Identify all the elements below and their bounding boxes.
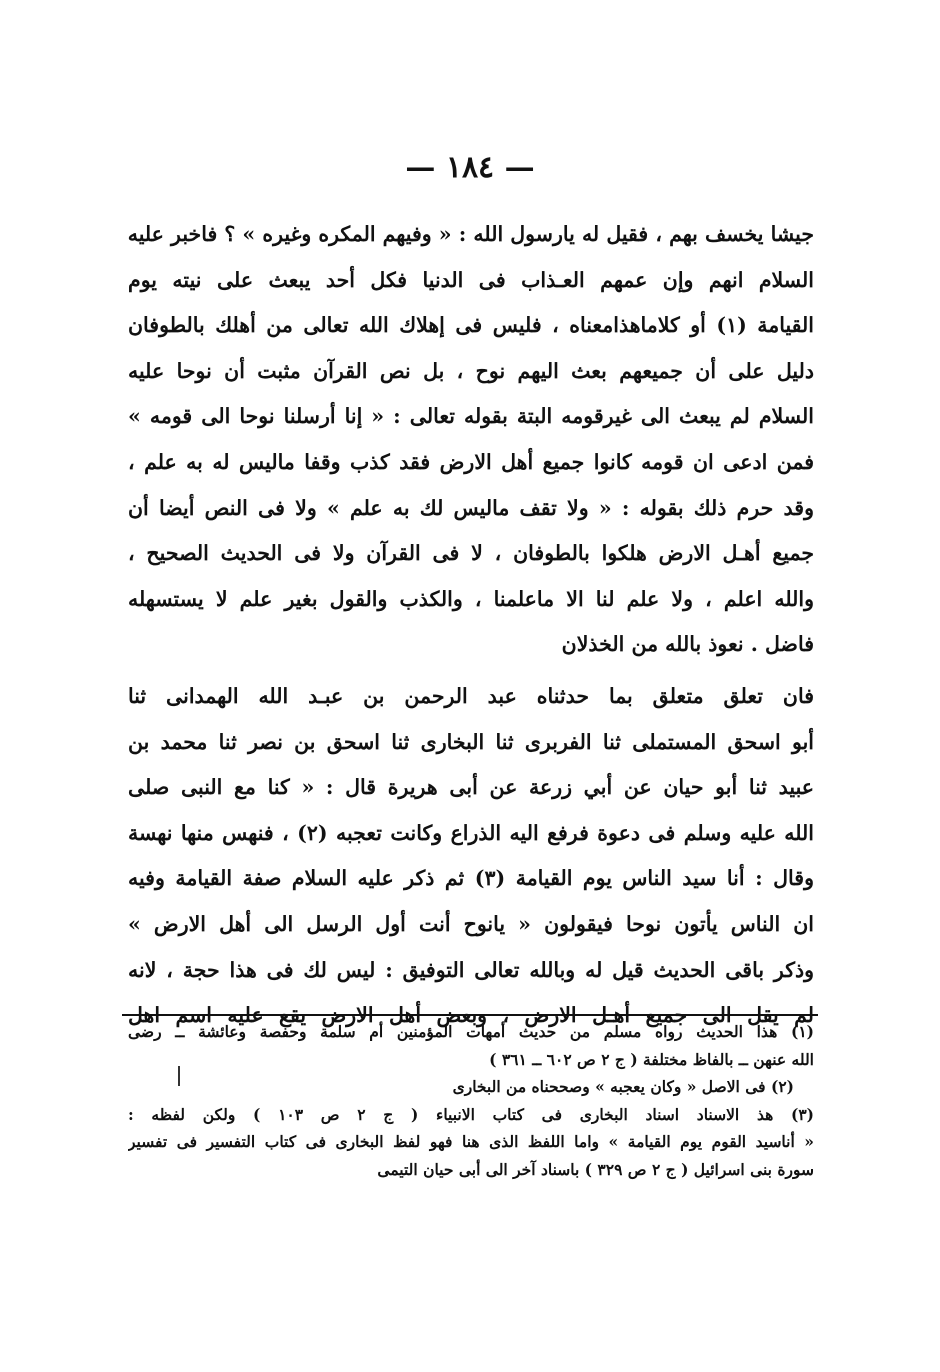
page-number: — ١٨٤ — [405,150,535,185]
text-line: فمن ادعى ان قومه كانوا جميع أهل الارض فقد كذب وقفا ماليس له به علم ، [128,449,814,474]
text-line: وقال : أنا سيد الناس يوم القيامة (٣) ثم ذكر عليه السلام صفة القيامة وفيه [128,866,814,891]
text-line: لم يقل الى جميع أهـل الارض ، وبعض أهل الارض يقع عليه اسم اهل [128,1003,814,1028]
footnote-line: (٢) فى الاصل « وكان يعجبه » وصححناه من البخارى [452,1077,794,1096]
footnote-line: الله عنهن ــ بالفاظ مختلفة ( ج ٢ ص ٦٠٢ ــ ٣٦١ ) [489,1049,814,1069]
footnotes [128,1018,814,1183]
text-line: عبيد ثنا أبو حيان عن أبي زرعة عن أبى هريرة قال : « كنا مع النبى صلى [128,775,814,800]
text-line: وقد حرم ذلك بقوله : « ولا تقف ماليس لك به علم » ولا فى النص أيضا أن [128,495,814,520]
footnote-divider [122,1014,818,1016]
text-line: دليل على أن جميعهم بعث اليهم نوح ، بل نص القرآن مثبت أن نوحا عليه [128,358,814,383]
text-line: ان الناس يأتون نوحا فيقولون « يانوح أنت أول الرسل الى أهل الارض » [128,911,814,936]
footnote-line: سورة بنى اسرائيل ( ج ٢ ص ٣٢٩ ) باسناد آخر الى أبى حيان التيمى [377,1159,814,1179]
text-line: السلام لم يبعث الى غيرقومه البتة بقوله تعالى : « إنا أرسلنا نوحا الى قومه » [128,404,814,429]
footnote-line: (١) هذا الحديث رواه مسلم من حديث أمهات المؤمنين أم سلمة وحفصة وعائشة ــ رضى [128,1022,814,1041]
text-line: جيشا يخسف بهم ، فقيل له يارسول الله : « وفيهم المكره وغيره » ؟ فاخبر عليه [128,222,814,246]
footnote-line: « أناسيد القوم يوم القيامة » واما اللفظ الذى هنا فهو لفظ البخارى فى كتاب التفسير فى تفسير [128,1132,814,1151]
text-line: جميع أهـل الارض هلكوا بالطوفان ، لا فى القرآن ولا فى الحديث الصحيح ، [128,541,814,566]
text-line: فان تعلق متعلق بما حدثناه عبد الرحمن بن عبـد الله الهمدانى ثنا [128,683,814,708]
text-line: والله اعلم ، ولا علم لنا الا ماعلمنا ، والكذب والقول بغير علم لا يستسهله [128,586,814,611]
footnote-line: (٣) هذ الاسناد اسناد البخارى فى كتاب الانبياء ( ج ٢ ص ١٠٣ ) ولكن لفظه : [128,1104,814,1124]
main-text [128,212,814,1039]
text-line: فاضل . نعوذ بالله من الخذلان [561,632,814,657]
text-line: الله عليه وسلم فى دعوة فرفع اليه الذراع وكانت تعجبه (٢) ، فنهس منها نهسة [128,820,814,845]
text-line: وذكر باقى الحديث قيل له وبالله تعالى التوفيق : ليس لك فى هذا حجة ، لانه [128,957,814,982]
text-line: القيامة (١) أو كلاماهذامعناه ، فليس فى إهلاك الله تعالى من أهلك بالطوفان [128,313,814,338]
text-line: السلام انهم وإن عمهم العـذاب فى الدنيا فكل أحد يبعث على نيته يوم [128,267,814,292]
text-line: أبو اسحق المستملى ثنا الفربرى ثنا البخارى ثنا اسحق بن نصر ثنا محمد بن [128,729,814,754]
